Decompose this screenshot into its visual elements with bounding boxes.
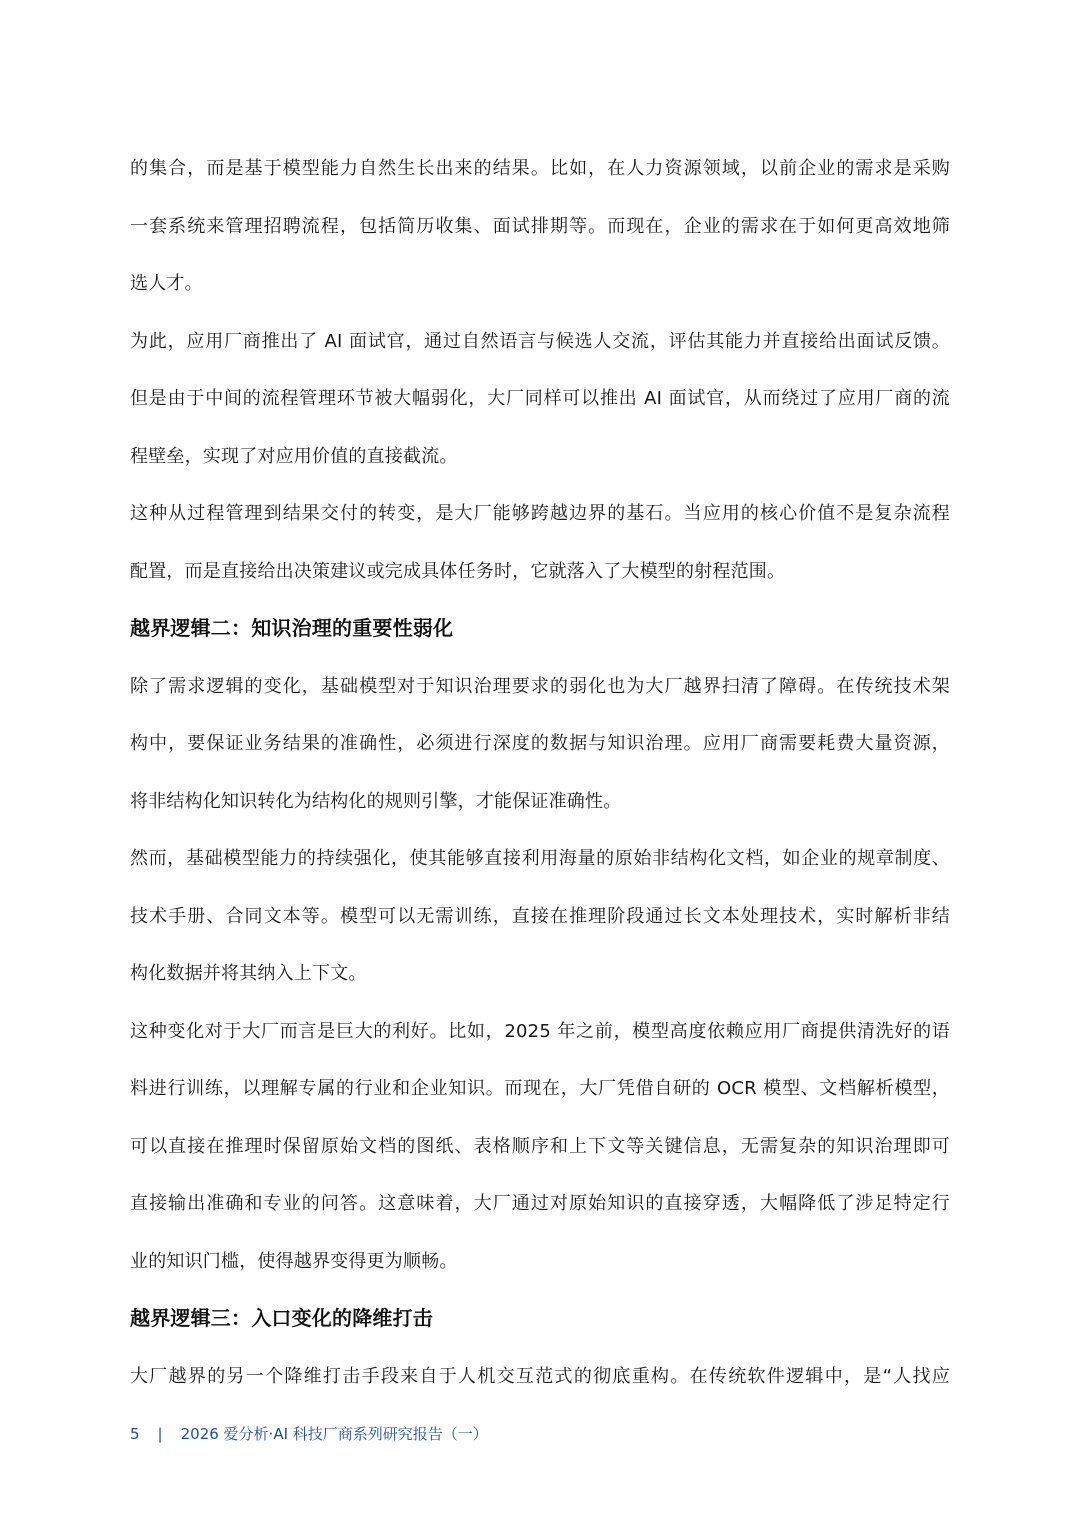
- document-body: [130, 140, 950, 1405]
- text-line: 将非结构化知识转化为结构化的规则引擎，才能保证准确性。: [130, 790, 622, 812]
- page-footer: [130, 1423, 488, 1444]
- section-heading: 越界逻辑三：入口变化的降维打击: [130, 1306, 433, 1330]
- text-line: 程壁垒，实现了对应用价值的直接截流。: [130, 445, 458, 467]
- text-line: 配置，而是直接给出决策建议或完成具体任务时，它就落入了大模型的射程范围。: [130, 560, 786, 582]
- text-line: 选人才。: [130, 273, 203, 294]
- text-line: 这种变化对于大厂而言是巨大的利好。比如，2025 年之前，模型高度依赖应用厂商提供清洗好的语: [130, 1020, 950, 1042]
- text-line: 为此，应用厂商推出了 AI 面试官，通过自然语言与候选人交流，评估其能力并直接给出面试反馈。: [130, 330, 950, 352]
- text-line: 但是由于中间的流程管理环节被大幅弱化，大厂同样可以推出 AI 面试官，从而绕过了应用厂商的流: [130, 388, 950, 409]
- text-line: 一套系统来管理招聘流程，包括简历收集、面试排期等。而现在，企业的需求在于如何更高效地筛: [130, 215, 950, 237]
- text-line: 料进行训练，以理解专属的行业和企业知识。而现在，大厂凭借自研的 OCR 模型、文档解析模型，: [130, 1078, 950, 1099]
- text-line: 构化数据并将其纳入上下文。: [130, 963, 367, 984]
- text-line: 的集合，而是基于模型能力自然生长出来的结果。比如，在人力资源领域，以前企业的需求是采购: [130, 158, 950, 179]
- text-line: 可以直接在推理时保留原始文档的图纸、表格顺序和上下文等关键信息，无需复杂的知识治理即可: [130, 1135, 950, 1157]
- text-line: 大厂越界的另一个降维打击手段来自于人机交互范式的彻底重构。在传统软件逻辑中，是“人找应: [130, 1365, 950, 1387]
- text-line: 这种从过程管理到结果交付的转变，是大厂能够跨越边界的基石。当应用的核心价值不是复杂流程: [130, 503, 950, 524]
- text-line: 除了需求逻辑的变化，基础模型对于知识治理要求的弱化也为大厂越界扫清了障碍。在传统技术架: [130, 675, 950, 697]
- text-line: 直接输出准确和专业的问答。这意味着，大厂通过对原始知识的直接穿透，大幅降低了涉足特定行: [130, 1193, 950, 1214]
- text-line: 技术手册、合同文本等。模型可以无需训练，直接在推理阶段通过长文本处理技术，实时解析非结: [130, 905, 950, 927]
- text-line: 然而，基础模型能力的持续强化，使其能够直接利用海量的原始非结构化文档，如企业的规章制度、: [130, 848, 950, 869]
- page-number: 5: [130, 1424, 140, 1443]
- report-title: 2026 爱分析·AI 科技厂商系列研究报告（一）: [180, 1425, 488, 1443]
- section-heading: 越界逻辑二：知识治理的重要性弱化: [130, 616, 454, 640]
- text-line: 业的知识门槛，使得越界变得更为顺畅。: [130, 1250, 458, 1272]
- footer-separator: |: [157, 1424, 163, 1443]
- text-line: 构中，要保证业务结果的准确性，必须进行深度的数据与知识治理。应用厂商需要耗费大量资源，: [130, 733, 950, 754]
